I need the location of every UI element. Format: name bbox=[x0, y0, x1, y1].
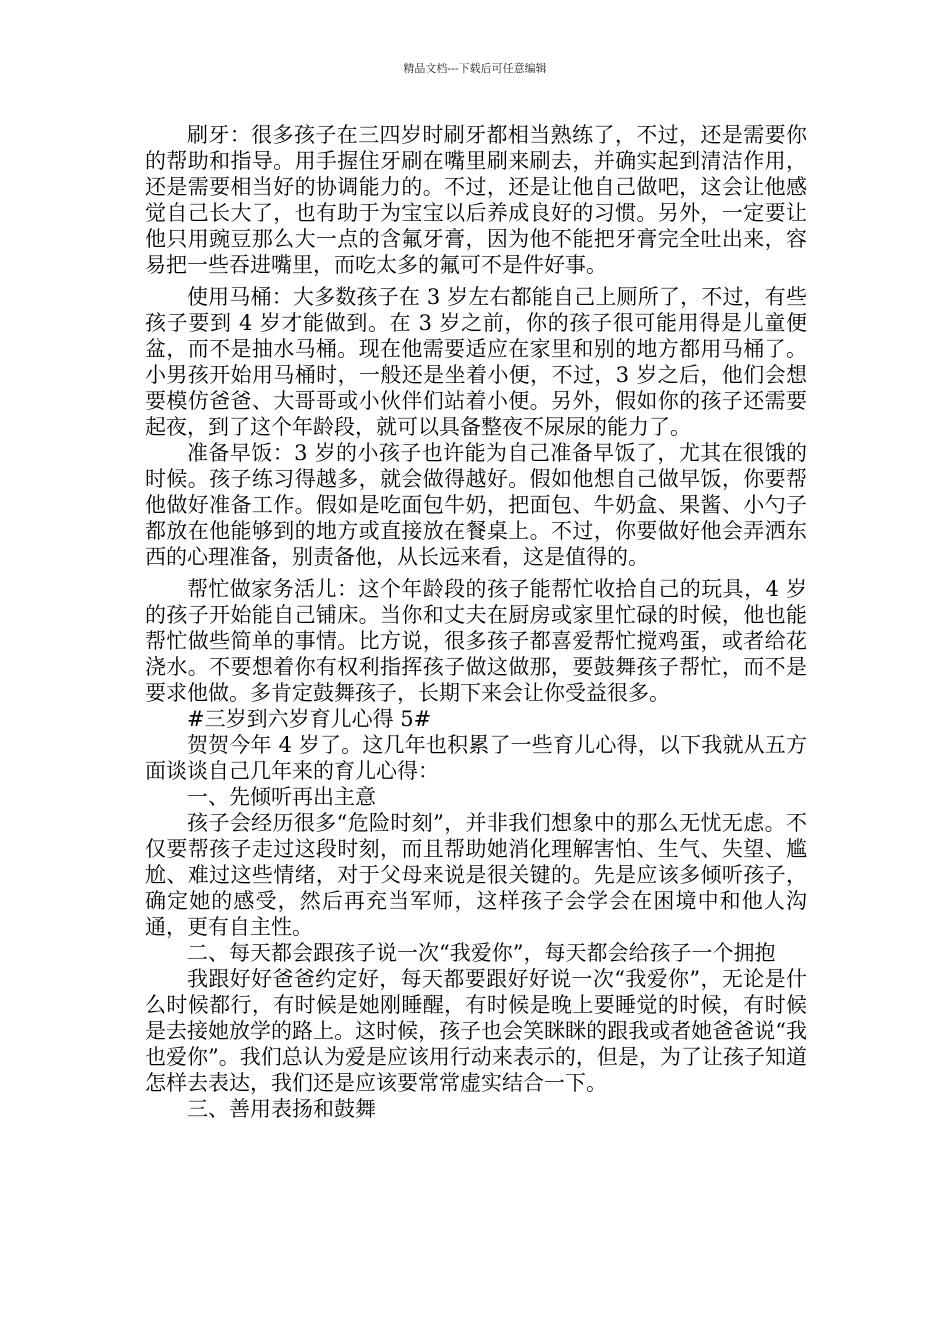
heading-praise-encourage: 三、善用表扬和鼓舞 bbox=[187, 1097, 376, 1121]
paragraph-intro: 贺贺今年 4 岁了。这几年也积累了一些育儿心得，以下我就从五方面谈谈自己几年来的育儿心得： bbox=[145, 733, 807, 783]
paragraph-listen-first: 孩子会经历很多“危险时刻”，并非我们想象中的那么无忧无虑。不仅要帮孩子走过这段时刻，而且帮助她消化理解害怕、生气、失望、尴尬、难过这些情绪，对于父母来说是很关键的。先是应该多倾听孩子，确定她的感受，然后再充当军师，这样孩子会学会在困境中和他人沟通，更有自主性。 bbox=[145, 811, 807, 939]
heading-listen-first: 一、先倾听再出主意 bbox=[187, 785, 376, 809]
document-body bbox=[145, 122, 807, 1122]
paragraph-brushing-teeth: 刷牙：很多孩子在三四岁时刷牙都相当熟练了，不过，还是需要你的帮助和指导。用手握住牙刷在嘴里刷来刷去，并确实起到清洁作用，还是需要相当好的协调能力的。不过，还是让他自己做吧，这会让他感觉自己长大了，也有助于为宝宝以后养成良好的习惯。另外，一定要让他只用豌豆那么大一点的含氟牙膏，因为他不能把牙膏完全吐出来，容易把一些吞进嘴里，而吃太多的氟可不是件好事。 bbox=[145, 123, 807, 277]
paragraph-using-toilet: 使用马桶：大多数孩子在 3 岁左右都能自己上厕所了，不过，有些孩子要到 4 岁才能做到。在 3 岁之前，你的孩子很可能用得是儿童便盆，而不是抽水马桶。现在他需要适应在家里和别的地方都用马桶了。小男孩开始用马桶时，一般还是坐着小便，不过，3 岁之后，他们会想要模仿爸爸、大哥哥或小伙伴们站着小便。另外，假如你的孩子还需要起夜，到了这个年龄段，就可以具备整夜不尿尿的能力了。 bbox=[145, 285, 807, 439]
heading-say-i-love-you: 二、每天都会跟孩子说一次“我爱你”，每天都会给孩子一个拥抱 bbox=[187, 941, 776, 965]
paragraph-housework: 帮忙做家务活儿：这个年龄段的孩子能帮忙收拾自己的玩具，4 岁的孩子开始能自己铺床。当你和丈夫在厨房或家里忙碌的时候，他也能帮忙做些简单的事情。比方说，很多孩子都喜爱帮忙搅鸡蛋，或者给花浇水。不要想着你有权利指挥孩子做这做那，要鼓舞孩子帮忙，而不是要求他做。多肯定鼓舞孩子，长期下来会让你受益很多。 bbox=[145, 577, 807, 705]
page-header: 精品文档---下载后可任意编辑 bbox=[403, 62, 547, 75]
section-title: #三岁到六岁育儿心得 5# bbox=[187, 707, 432, 731]
paragraph-say-i-love-you: 我跟好好爸爸约定好，每天都要跟好好说一次“我爱你”，无论是什么时候都行，有时候是她刚睡醒，有时候是晚上要睡觉的时候，有时候是去接她放学的路上。这时候，孩子也会笑眯眯的跟我或者她爸爸说“我也爱你”。我们总认为爱是应该用行动来表示的，但是，为了让孩子知道怎样去表达，我们还是应该要常常虚实结合一下。 bbox=[145, 967, 807, 1095]
paragraph-preparing-breakfast: 准备早饭：3 岁的小孩子也许能为自己准备早饭了，尤其在很饿的时候。孩子练习得越多，就会做得越好。假如他想自己做早饭，你要帮他做好准备工作。假如是吃面包牛奶，把面包、牛奶盒、果酱、小勺子都放在他能够到的地方或直接放在餐桌上。不过，你要做好他会弄洒东西的心理准备，别责备他，从长远来看，这是值得的。 bbox=[145, 441, 807, 569]
